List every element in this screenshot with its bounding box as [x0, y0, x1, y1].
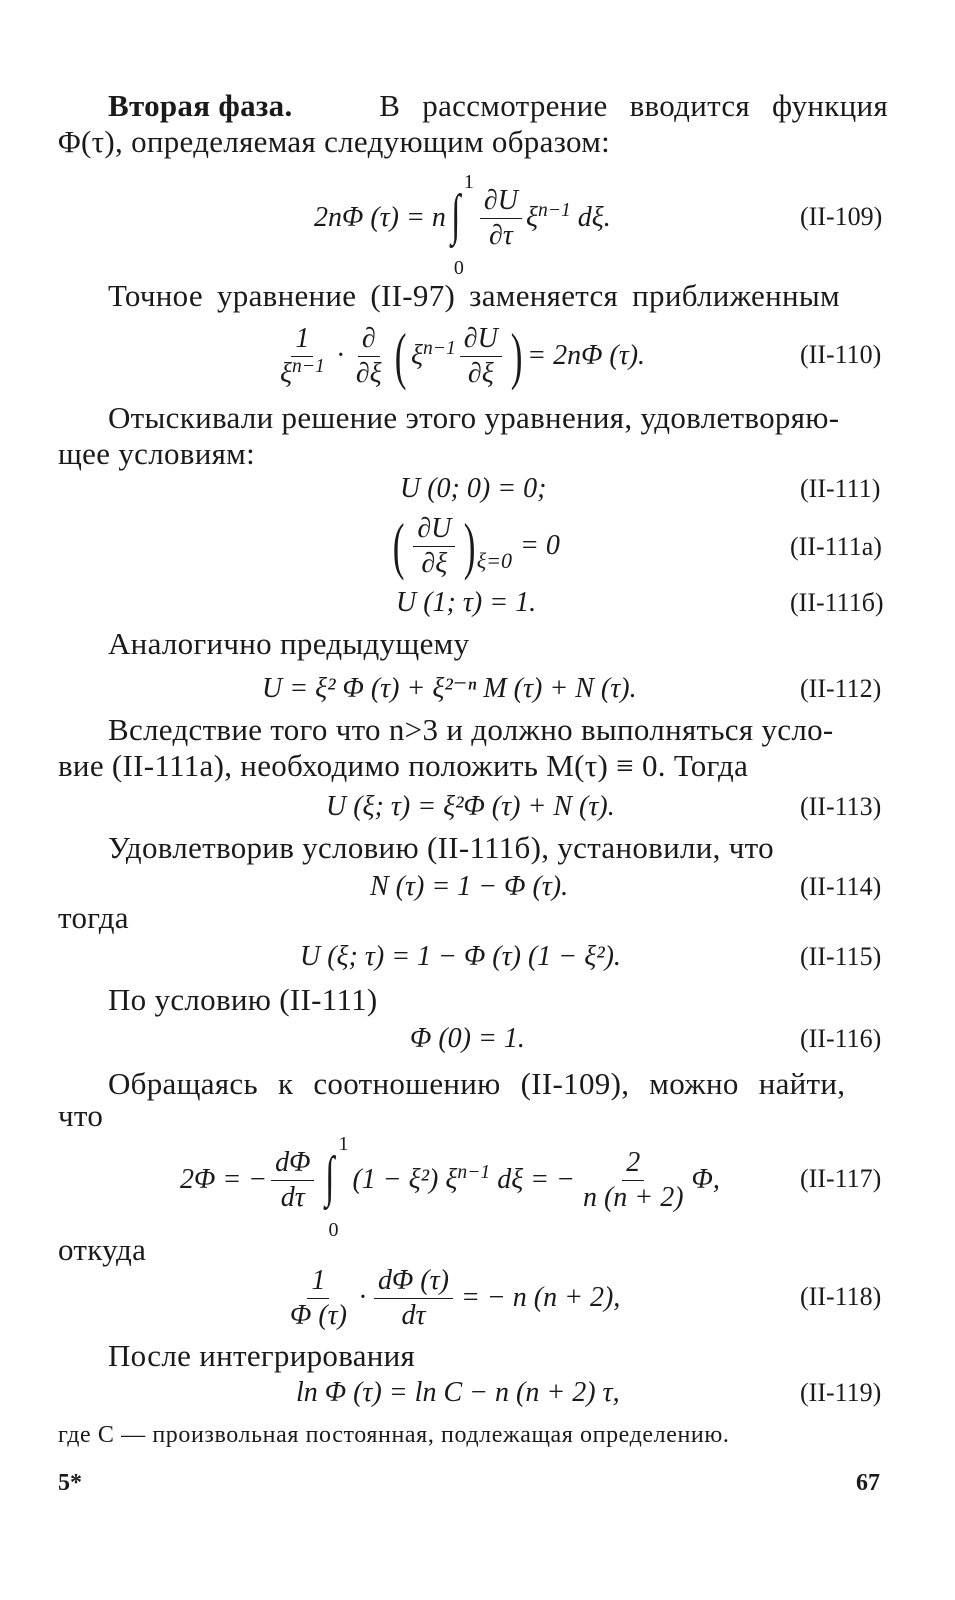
eq111a-subscript: ξ=0 — [476, 548, 512, 573]
eq111a-fraction: $\frac{\partial U}{\partial\xi}$ — [413, 514, 455, 579]
label-115: (II-115) — [800, 942, 882, 971]
equation-112: U = ξ² Φ (τ) + ξ²⁻ⁿ M (τ) + N (τ). — [262, 673, 637, 704]
label-113: (II-113) — [800, 792, 882, 821]
equation-119: ln Φ (τ) = ln C − n (n + 2) τ, — [296, 1377, 620, 1408]
eq110-right-paren: ) — [510, 320, 523, 391]
label-109: (II-109) — [800, 202, 883, 231]
eq111a-right: = 0 — [519, 530, 560, 561]
page-number: 67 — [856, 1470, 880, 1496]
paragraph-3-line-2: щее условиям: — [58, 436, 255, 471]
equation-117 — [180, 1133, 720, 1241]
label-118: (II-118) — [800, 1282, 882, 1311]
eq117-lower-limit: 0 — [328, 1219, 339, 1241]
eq109-left: 2nΦ (τ) = n — [314, 202, 446, 233]
paragraph-7: тогда — [58, 900, 129, 935]
equation-111: U (0; 0) = 0; — [400, 473, 547, 504]
eq109-xi: $\xi^{n-1}$ dξ. — [525, 200, 611, 233]
label-114: (II-114) — [800, 872, 882, 901]
eq117-left: 2Φ = − — [180, 1164, 268, 1195]
equation-110 — [272, 320, 645, 392]
paragraph-11: После интегрирования — [108, 1338, 416, 1373]
eq110-inner-xi: $\xi^{n-1}$ — [410, 338, 456, 371]
label-116: (II-116) — [800, 1024, 882, 1053]
eq118-fraction-1: $\frac{1}{\Phi (\tau)}$ — [290, 1264, 347, 1331]
eq109-lower-limit: 0 — [453, 257, 464, 279]
paragraph-6: Удовлетворив условию (II-111б), установили, что — [108, 830, 774, 865]
label-119: (II-119) — [800, 1378, 882, 1407]
paragraph-9-line-1: Обращаясь к соотношению (II-109), можно найти, — [108, 1066, 846, 1101]
eq111a-right-paren: ) — [464, 510, 476, 581]
integral-sign-117: ∫ 1 0 — [322, 1145, 348, 1215]
signature-mark: 5* — [58, 1470, 82, 1496]
label-111: (II-111) — [800, 474, 881, 503]
paragraph-1-line-1 — [108, 88, 888, 124]
equation-109 — [314, 171, 611, 279]
eq118-fraction-2: $\frac{d\Phi (\tau)}{d\tau}$ — [374, 1266, 453, 1331]
eq110-left-paren: ( — [394, 320, 407, 391]
paragraph-1-line-2: Φ(τ), определяемая следующим образом: — [58, 124, 611, 159]
paragraph-9-line-2: что — [58, 1098, 104, 1133]
eq117-fraction-1: $\frac{d\Phi}{d\tau}$ — [271, 1148, 314, 1213]
eq117-mid: (1 − ξ²) $\xi^{n-1}$ dξ = − — [352, 1162, 575, 1195]
eq110-fraction-1: $\frac{1}{\xi^{n-1}}$ — [280, 322, 325, 389]
equation-111b: U (1; τ) = 1. — [396, 587, 537, 618]
equation-114: N (τ) = 1 − Φ (τ). — [370, 871, 569, 902]
eq118-dot: · — [358, 1282, 366, 1313]
paragraph-3-line-1: Отыскивали решение этого уравнения, удовлетворяю- — [108, 400, 840, 435]
paragraph-5-line-2: вие (II-111а), необходимо положить M(τ) ≡ 0. Тогда — [58, 748, 749, 783]
eq111a-left-paren: ( — [392, 510, 405, 581]
eq110-right: = 2nΦ (τ). — [527, 340, 646, 371]
integral-sign: ∫ 1 0 — [448, 183, 474, 253]
eq109-fraction: $\frac{\partial U}{\partial\tau}$ — [480, 186, 522, 251]
eq117-right: Φ, — [691, 1164, 720, 1195]
heading-second-phase: Вторая фаза. — [108, 88, 293, 123]
label-112: (II-112) — [800, 674, 882, 703]
paragraph-1-rest: В рассмотрение вводится функция — [379, 88, 888, 123]
paragraph-4: Аналогично предыдущему — [108, 626, 470, 661]
equation-111a — [388, 508, 560, 584]
eq109-upper-limit: 1 — [463, 171, 474, 193]
equation-116: Φ (0) = 1. — [410, 1023, 525, 1054]
eq110-fraction-2: $\frac{\partial}{\partial\xi}$ — [355, 322, 382, 389]
eq117-upper-limit: 1 — [338, 1133, 349, 1155]
eq118-right: = − n (n + 2), — [460, 1282, 621, 1313]
paragraph-8: По условию (II-111) — [108, 982, 378, 1017]
equation-118 — [282, 1262, 620, 1334]
eq110-fraction-3: $\frac{\partial U}{\partial\xi}$ — [460, 324, 502, 389]
label-111b: (II-111б) — [790, 588, 884, 617]
paragraph-12: где C — произвольная постоянная, подлежащая определению. — [58, 1422, 730, 1448]
eq117-fraction-2: $\frac{2}{n (n + 2)}$ — [582, 1146, 684, 1213]
equation-113: U (ξ; τ) = ξ²Φ (τ) + N (τ). — [326, 791, 615, 822]
paragraph-2: Точное уравнение (II-97) заменяется приближенным — [108, 278, 840, 313]
paragraph-5-line-1: Вследствие того что n>3 и должно выполняться усло- — [108, 712, 834, 747]
paragraph-10: откуда — [58, 1232, 147, 1267]
label-110: (II-110) — [800, 340, 882, 369]
eq110-dot: · — [336, 340, 344, 371]
label-117: (II-117) — [800, 1164, 882, 1193]
label-111a: (II-111а) — [790, 532, 882, 561]
equation-115: U (ξ; τ) = 1 − Φ (τ) (1 − ξ²). — [300, 941, 621, 972]
